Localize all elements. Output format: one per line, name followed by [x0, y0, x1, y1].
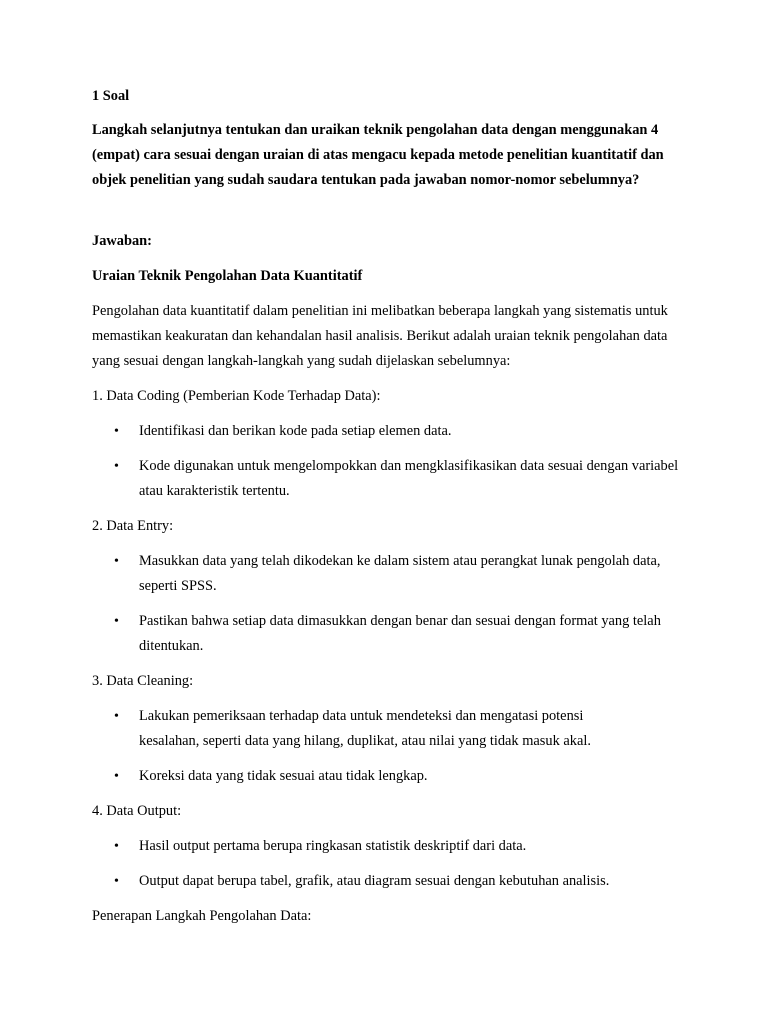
- section-title: Uraian Teknik Pengolahan Data Kuantitatif: [92, 268, 363, 284]
- question-text: Langkah selanjutnya tentukan dan uraikan teknik pengolahan data dengan menggunakan 4 (empat) cara sesuai dengan uraian di atas mengacu kepada metode penelitian kuantitatif dan objek penelitian yang sudah saudara tentukan pada jawaban nomor-nomor sebelumnya?: [92, 122, 664, 188]
- step-title: 2. Data Entry:: [92, 518, 174, 534]
- closing-heading: Penerapan Langkah Pengolahan Data:: [92, 908, 312, 924]
- bullet-icon: •: [114, 874, 119, 889]
- bullet-icon: •: [114, 459, 119, 474]
- step-title: 3. Data Cleaning:: [92, 673, 194, 689]
- step-title: 4. Data Output:: [92, 803, 182, 819]
- list-item: Koreksi data yang tidak sesuai atau tidak lengkap.: [139, 768, 428, 784]
- bullet-icon: •: [114, 769, 119, 784]
- bullet-icon: •: [114, 709, 119, 724]
- answer-label: Jawaban:: [92, 233, 152, 249]
- list-item: Identifikasi dan berikan kode pada setiap elemen data.: [139, 423, 452, 439]
- list-item: Lakukan pemeriksaan terhadap data untuk mendeteksi dan mengatasi potensi kesalahan, seperti data yang hilang, duplikat, atau nilai yang tidak masuk akal.: [139, 708, 591, 749]
- bullet-icon: •: [114, 839, 119, 854]
- list-item: Pastikan bahwa setiap data dimasukkan dengan benar dan sesuai dengan format yang telah ditentukan.: [139, 613, 661, 654]
- list-item: Masukkan data yang telah dikodekan ke dalam sistem atau perangkat lunak pengolah data, seperti SPSS.: [139, 553, 661, 594]
- intro-paragraph: Pengolahan data kuantitatif dalam penelitian ini melibatkan beberapa langkah yang sistematis untuk memastikan keakuratan dan kehandalan hasil analisis. Berikut adalah uraian teknik pengolahan data yang sesuai dengan langkah-langkah yang sudah dijelaskan sebelumnya:: [92, 303, 668, 369]
- list-item: Kode digunakan untuk mengelompokkan dan mengklasifikasikan data sesuai dengan variabel atau karakteristik tertentu.: [139, 458, 679, 499]
- list-item: Hasil output pertama berupa ringkasan statistik deskriptif dari data.: [139, 838, 527, 854]
- bullet-icon: •: [114, 614, 119, 629]
- list-item: Output dapat berupa tabel, grafik, atau diagram sesuai dengan kebutuhan analisis.: [139, 873, 610, 889]
- question-number-heading: 1 Soal: [92, 88, 130, 104]
- step-title: 1. Data Coding (Pemberian Kode Terhadap Data):: [92, 388, 381, 404]
- bullet-icon: •: [114, 424, 119, 439]
- bullet-icon: •: [114, 554, 119, 569]
